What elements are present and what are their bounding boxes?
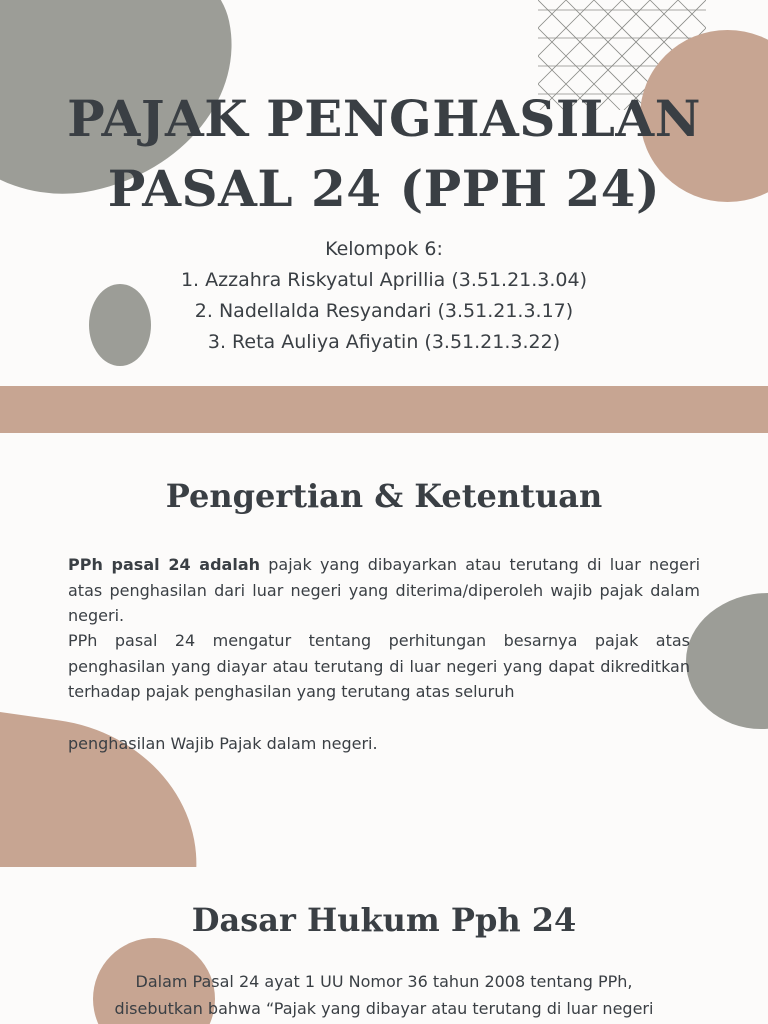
slide-divider [0, 386, 768, 433]
tan-blob-bottom-left [0, 706, 215, 867]
regulation-paragraph: PPh pasal 24 mengatur tentang perhitungan besarnya pajak atas penghasilan yang diayar atau terutang di luar negeri yang dapat dikreditkan terhadap pajak penghasilan yang terutang atas seluruh [68, 631, 690, 701]
page-title-line1: PAJAK PENGHASILAN [67, 89, 701, 148]
section-title-legal-basis: Dasar Hukum Pph 24 [191, 901, 577, 939]
definition-lead: PPh pasal 24 adalah [68, 555, 261, 574]
section-title-definition: Pengertian & Ketentuan [165, 477, 603, 515]
member-item: 2. Nadellalda Resyandari (3.51.21.3.17) [194, 300, 574, 322]
title-slide [0, 0, 768, 386]
legal-basis-line: Dalam Pasal 24 ayat 1 UU Nomor 36 tahun 2008 tentang PPh, [135, 972, 633, 991]
regulation-paragraph-end: penghasilan Wajib Pajak dalam negeri. [68, 734, 378, 753]
member-item: 3. Reta Auliya Afiyatin (3.51.21.3.22) [207, 331, 561, 353]
member-item: 1. Azzahra Riskyatul Aprillia (3.51.21.3.04) [180, 269, 588, 291]
legal-basis-line: disebutkan bahwa “Pajak yang dibayar atau terutang di luar negeri [114, 999, 654, 1018]
member-list [0, 234, 768, 358]
legal-basis-paragraph [40, 968, 728, 1022]
page-title-line2: PASAL 24 (PPH 24) [107, 159, 661, 218]
definition-paragraph [68, 552, 700, 629]
definition-text: pajak yang dibayarkan atau terutang di luar negeri atas penghasilan dari luar negeri yang diterima/diperoleh wajib pajak dalam negeri. [68, 555, 701, 625]
group-label: Kelompok 6: [325, 238, 443, 260]
